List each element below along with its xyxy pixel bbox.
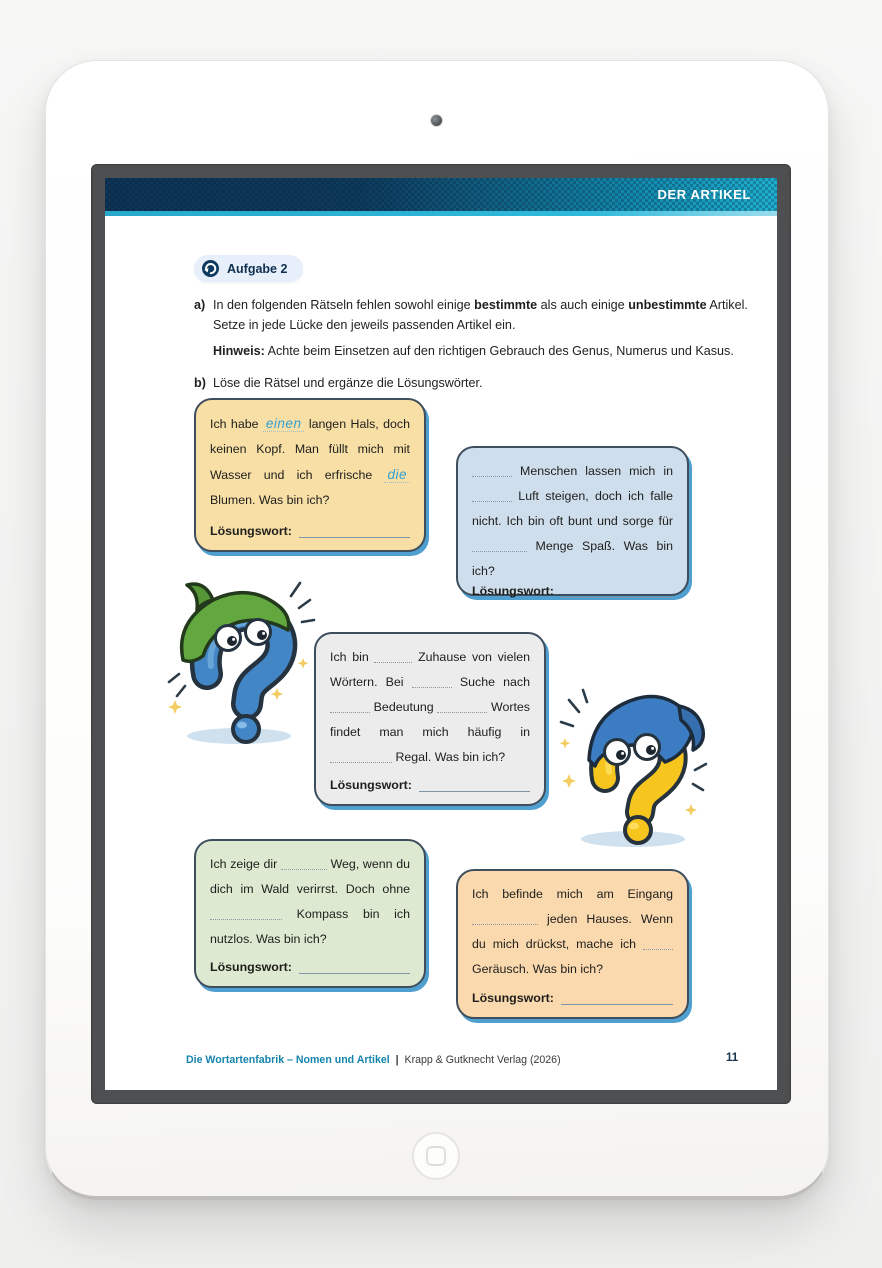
riddle-text-fragment: Wortes findet man mich häufig in [330, 700, 530, 739]
riddle-text [210, 411, 410, 513]
solution-word-row [210, 524, 410, 538]
riddle-text-fragment: Bedeutung [370, 700, 438, 714]
solution-word-label: Lösungswort: [210, 960, 292, 974]
riddle-text-fragment: Geräusch. Was bin ich? [472, 962, 604, 976]
worksheet-page [105, 178, 777, 1090]
fill-in-blank [472, 539, 527, 552]
chapter-title: DER ARTIKEL [657, 187, 751, 202]
solution-word-line [299, 962, 410, 974]
solution-word-label: Lösungswort: [210, 524, 292, 538]
home-button[interactable] [412, 1132, 460, 1180]
solution-word-line [419, 780, 530, 792]
fill-in-blank [437, 700, 487, 713]
instruction-hint: Hinweis: Achte beim Einsetzen auf den richtigen Gebrauch des Genus, Numerus und Kasus. [213, 344, 734, 358]
riddle-box-doorbell [456, 869, 689, 1019]
handwritten-article: einen [263, 416, 305, 432]
riddle-text [472, 459, 673, 584]
handwritten-article: die [384, 467, 410, 483]
riddle-text-fragment: Menschen lassen mich in [512, 464, 673, 478]
tablet-device [45, 60, 829, 1200]
fill-in-blank [472, 464, 512, 477]
circular-arrow-icon [202, 260, 219, 277]
riddle-box-dictionary [314, 632, 546, 806]
yellow-question-mark-character [553, 678, 713, 850]
chapter-header-bar [105, 178, 777, 211]
fill-in-blank [643, 937, 673, 950]
riddle-text-fragment: Ich befinde mich am Eingang [472, 887, 673, 901]
riddle-text-fragment: Zuhause von vielen Wörtern. Bei [330, 650, 530, 689]
riddle-text [472, 882, 673, 982]
riddle-text-fragment: langen Hals, doch keinen Kopf. Man füllt mich mit Wasser und ich erfrische [210, 417, 410, 482]
fill-in-blank [330, 700, 370, 713]
blue-question-mark-character [157, 570, 319, 748]
riddle-text-fragment: Ich habe [210, 417, 263, 431]
riddle-text-fragment: Luft steigen, doch ich falle nicht. Ich bin oft bunt und sorge für [472, 489, 673, 528]
riddle-box-watering-can [194, 398, 426, 552]
solution-word-label: Lösungswort: [472, 584, 554, 598]
publisher-credit: Krapp & Gutknecht Verlag (2026) [404, 1054, 561, 1066]
task-badge [194, 255, 303, 282]
riddle-box-balloon [456, 446, 689, 596]
riddle-text-fragment: jeden Hauses. Wenn du mich drückst, mache ich [472, 912, 673, 951]
riddle-text-fragment: Regal. Was bin ich? [392, 750, 506, 764]
home-button-square-icon [426, 1146, 446, 1166]
solution-word-label: Lösungswort: [472, 991, 554, 1005]
riddle-box-compass [194, 839, 426, 988]
fill-in-blank [374, 650, 412, 663]
instruction-a-text: In den folgenden Rätseln fehlen sowohl einige bestimmte als auch einige unbestimmte Artikel. Setze in jede Lücke den jeweils passenden Artikel ein. [213, 298, 748, 333]
instruction-b-label: b) [194, 376, 206, 390]
fill-in-blank [472, 912, 538, 925]
fill-in-blank [472, 489, 512, 502]
footer-separator: | [395, 1054, 399, 1066]
riddle-text-fragment: Suche nach [451, 675, 530, 689]
riddle-text-fragment: Ich bin [330, 650, 375, 664]
page-footer [186, 1054, 561, 1066]
riddle-text-fragment: Weg, wenn du dich im Wald verirrst. Doch ohne [210, 857, 410, 896]
riddle-text-fragment: Blumen. Was bin ich? [210, 493, 330, 507]
solution-word-line [561, 993, 673, 1005]
instruction-a-label: a) [194, 298, 206, 312]
riddle-text [330, 645, 530, 770]
solution-word-row [330, 778, 530, 792]
fill-in-blank [330, 750, 392, 763]
instruction-b [194, 373, 771, 393]
instruction-a [194, 295, 771, 336]
solution-word-row [210, 960, 410, 974]
header-accent-stripe [105, 211, 777, 216]
tablet-screen-bezel [91, 164, 791, 1104]
front-camera-icon [431, 115, 442, 126]
fill-in-blank [210, 907, 282, 920]
riddle-text [210, 852, 410, 952]
book-title: Die Wortartenfabrik – Nomen und Artikel [186, 1054, 390, 1066]
fill-in-blank [412, 675, 452, 688]
task-badge-label: Aufgabe 2 [227, 261, 288, 276]
solution-word-label: Lösungswort: [330, 778, 412, 792]
solution-word-row [472, 584, 673, 598]
riddle-text-fragment: Kompass bin ich nutzlos. Was bin ich? [210, 907, 410, 946]
riddle-text-fragment: Menge Spaß. Was bin ich? [472, 539, 673, 578]
riddle-text-fragment: Ich zeige dir [210, 857, 281, 871]
page-number: 11 [726, 1052, 739, 1064]
solution-word-line [561, 586, 673, 598]
solution-word-line [299, 526, 410, 538]
solution-word-row [472, 991, 673, 1005]
instruction-b-text: Löse die Rätsel und ergänze die Lösungswörter. [213, 376, 483, 390]
fill-in-blank [281, 857, 327, 870]
